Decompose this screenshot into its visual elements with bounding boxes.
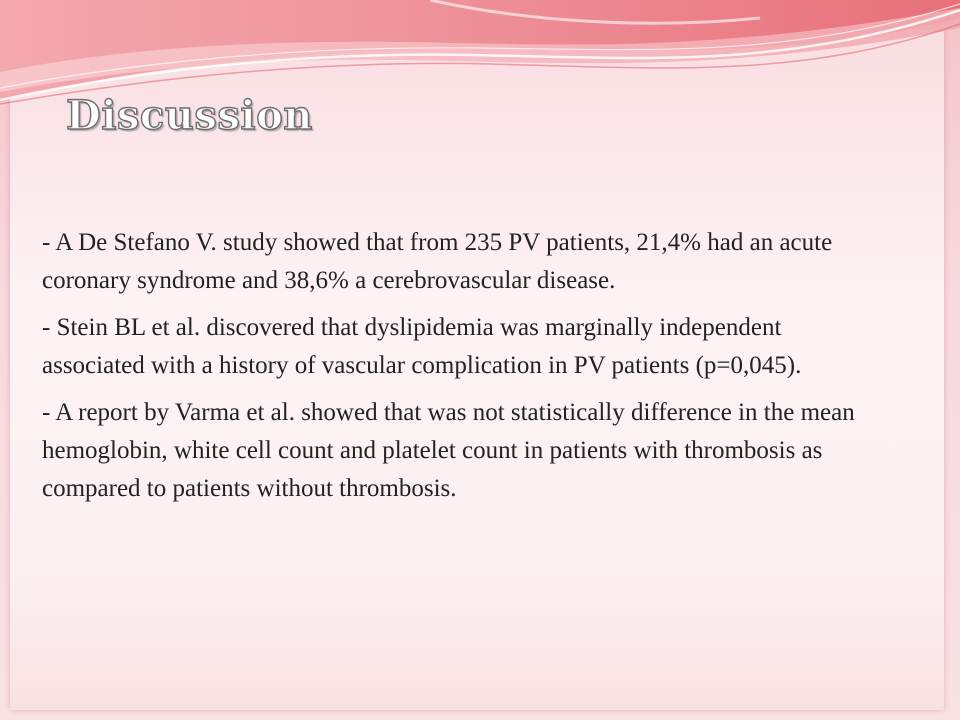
slide-title: Discussion — [66, 92, 313, 139]
discussion-point-1: - A De Stefano V. study showed that from 235 PV patients, 21,4% had an acute coronary syndrome and 38,6% a cerebrovascular disease. — [42, 229, 833, 294]
slide-body — [42, 224, 884, 517]
discussion-point-2: - Stein BL et al. discovered that dyslipidemia was marginally independent associated with a history of vascular complication in PV patients (p=0,045). — [42, 314, 802, 379]
discussion-point-3: - A report by Varma et al. showed that was not statistically difference in the mean hemoglobin, white cell count and platelet count in patients with thrombosis as compared to patients without thrombosis. — [42, 399, 855, 502]
